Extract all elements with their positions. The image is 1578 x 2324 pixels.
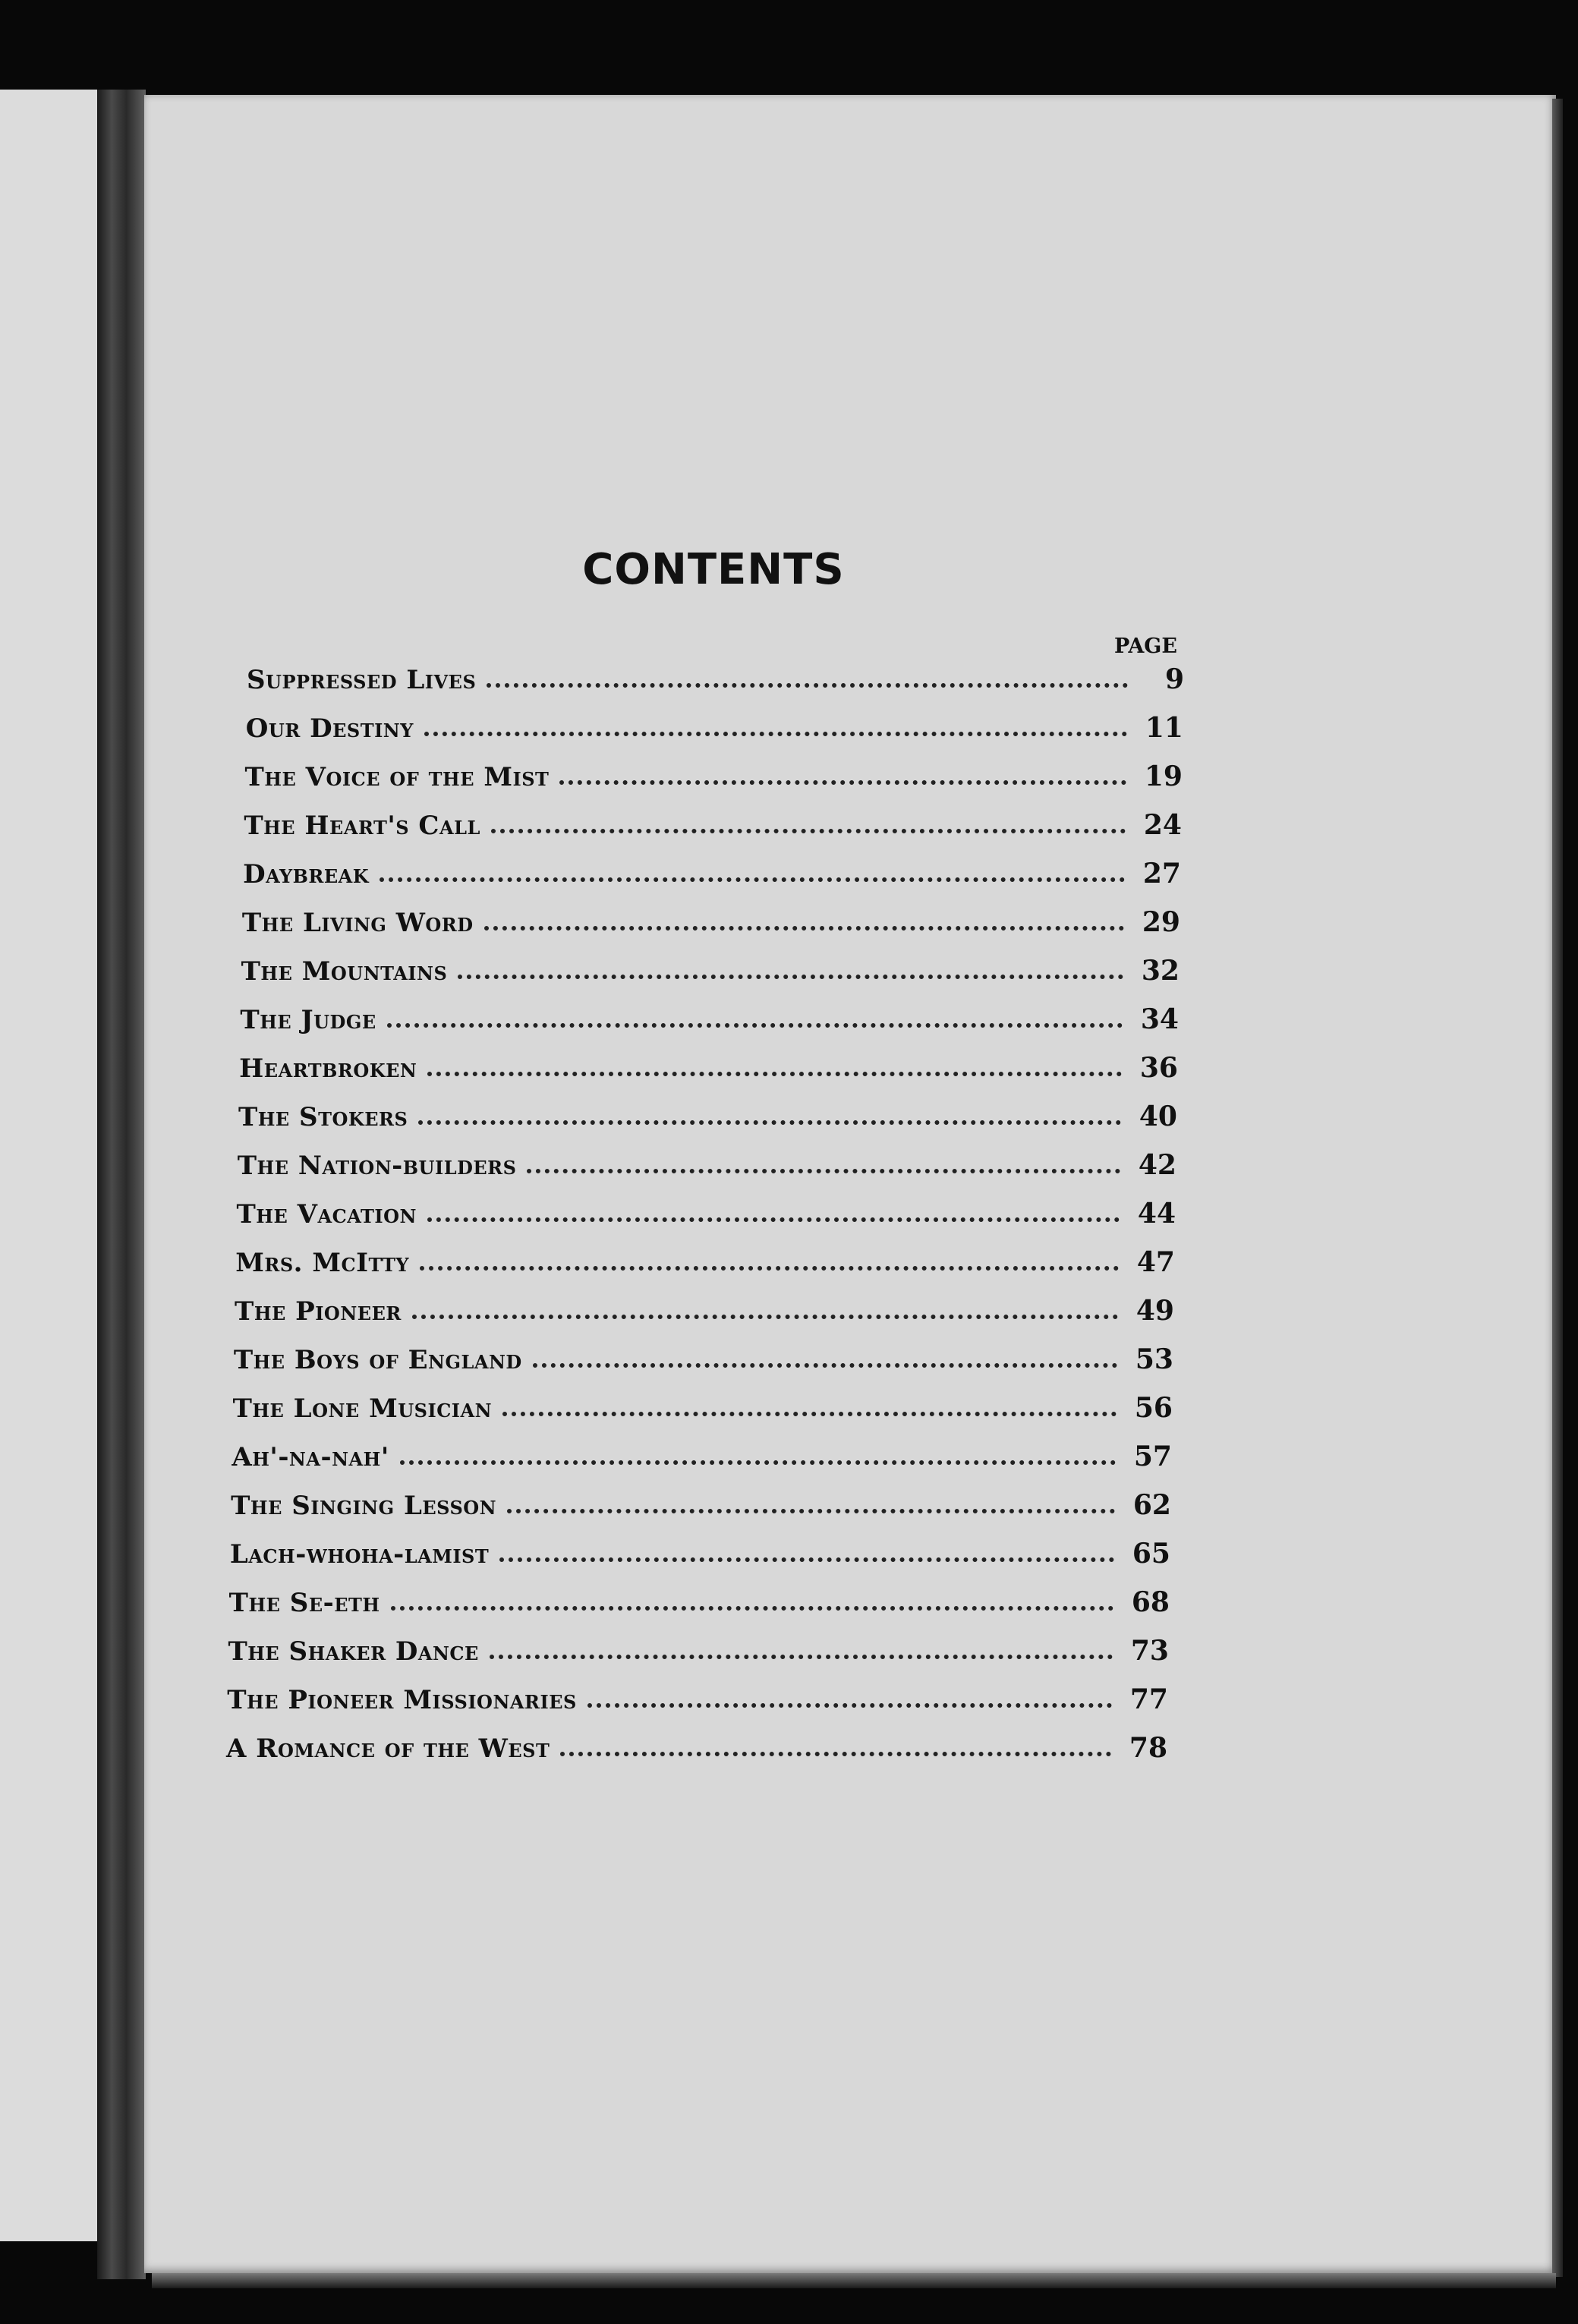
book-spine-shadow	[97, 90, 146, 2279]
toc-entry-page: 49	[1135, 1295, 1174, 1327]
facing-page-edge	[0, 90, 99, 2241]
toc-entry-title: The Se-eth	[228, 1588, 380, 1618]
toc-entry	[242, 897, 1180, 938]
toc-entry-page: 65	[1132, 1538, 1170, 1570]
toc-leader-dots	[412, 1315, 1118, 1319]
toc-entry	[247, 654, 1184, 695]
toc-entry-title: The Lone Musician	[232, 1393, 493, 1424]
toc-entry-page: 19	[1144, 760, 1183, 792]
toc-entry-page: 47	[1136, 1246, 1175, 1278]
toc-leader-dots	[400, 1460, 1116, 1465]
toc-entry	[234, 1334, 1173, 1375]
toc-entry-page: 56	[1134, 1392, 1173, 1424]
page-title: CONTENTS	[582, 545, 845, 594]
toc-entry-page: 77	[1129, 1683, 1168, 1715]
toc-entry-page: 40	[1139, 1101, 1177, 1132]
toc-entry	[230, 1529, 1170, 1570]
toc-entry-page: 73	[1130, 1635, 1169, 1667]
toc-leader-dots	[418, 1120, 1121, 1125]
toc-entry-page: 62	[1132, 1489, 1171, 1521]
toc-entry-page: 42	[1138, 1149, 1176, 1181]
toc-entry-page: 27	[1142, 858, 1181, 890]
toc-leader-dots	[559, 780, 1126, 785]
toc-entry-page: 11	[1145, 712, 1183, 744]
toc-leader-dots	[380, 877, 1125, 882]
toc-entry-title: The Judge	[240, 1005, 376, 1035]
toc-entry-title: Daybreak	[243, 859, 370, 890]
toc-entry-title: The Nation-builders	[237, 1151, 517, 1181]
toc-entry	[246, 703, 1183, 744]
toc-leader-dots	[387, 1023, 1123, 1028]
toc-entry	[241, 946, 1180, 987]
toc-leader-dots	[499, 1557, 1114, 1562]
toc-entry	[226, 1723, 1167, 1764]
toc-leader-dots	[420, 1266, 1119, 1271]
toc-entry-title: Suppressed Lives	[247, 665, 477, 695]
toc-entry-title: The Singing Lesson	[231, 1491, 497, 1521]
toc-entry-title: The Living Word	[241, 908, 474, 938]
toc-leader-dots	[458, 975, 1123, 979]
toc-entry-page: 9	[1164, 663, 1184, 695]
toc-entry	[231, 1480, 1171, 1521]
book-page	[144, 95, 1556, 2273]
toc-entry	[238, 1140, 1176, 1181]
toc-entry-title: The Pioneer Missionaries	[227, 1685, 577, 1715]
toc-entry-page: 34	[1140, 1003, 1179, 1035]
toc-leader-dots	[427, 1072, 1122, 1076]
toc-leader-dots	[487, 683, 1128, 688]
toc-entry	[235, 1286, 1174, 1327]
toc-entry	[245, 751, 1183, 792]
toc-entry	[232, 1431, 1172, 1472]
toc-entry-title: The Heart's Call	[244, 811, 480, 841]
toc-entry-title: A Romance of the West	[226, 1734, 550, 1764]
page-edge-bottom	[152, 2273, 1556, 2288]
toc-entry-title: The Boys of England	[233, 1345, 522, 1375]
toc-leader-dots	[491, 829, 1126, 833]
toc-entry-title: The Vacation	[236, 1199, 417, 1230]
toc-entry-page: 57	[1133, 1441, 1172, 1472]
toc-leader-dots	[502, 1412, 1117, 1416]
toc-leader-dots	[427, 1217, 1120, 1222]
toc-entry-title: Our Destiny	[245, 713, 414, 744]
toc-entry-title: The Shaker Dance	[228, 1636, 479, 1667]
toc-entry-page: 78	[1129, 1732, 1167, 1764]
page-column-header: PAGE	[1114, 635, 1177, 658]
toc-entry-page: 68	[1131, 1586, 1170, 1618]
toc-entry	[227, 1674, 1168, 1715]
toc-leader-dots	[533, 1363, 1117, 1368]
toc-entry	[244, 800, 1182, 841]
toc-entry	[233, 1383, 1173, 1424]
toc-entry	[240, 994, 1179, 1035]
toc-entry-page: 44	[1137, 1198, 1176, 1230]
toc-entry-title: The Mountains	[241, 956, 448, 987]
toc-leader-dots	[527, 1169, 1120, 1173]
toc-leader-dots	[391, 1606, 1113, 1611]
toc-entry	[243, 849, 1181, 890]
toc-leader-dots	[560, 1752, 1111, 1756]
toc-entry	[239, 1043, 1178, 1084]
toc-entry-page: 32	[1141, 955, 1180, 987]
toc-entry-title: Lach-whoha-lamist	[229, 1539, 490, 1570]
toc-entry-title: The Voice of the Mist	[244, 762, 550, 792]
toc-entry-title: Heartbroken	[239, 1053, 417, 1084]
toc-entry-title: Mrs. McItty	[235, 1248, 409, 1278]
toc-entry-page: 29	[1142, 906, 1180, 938]
toc-leader-dots	[424, 732, 1127, 736]
toc-entry	[238, 1091, 1177, 1132]
toc-entry	[228, 1626, 1169, 1667]
toc-leader-dots	[507, 1509, 1115, 1513]
toc-leader-dots	[490, 1655, 1113, 1659]
toc-entry-title: Ah'-na-nah'	[232, 1442, 389, 1472]
toc-entry-page: 24	[1143, 809, 1182, 841]
toc-entry-page: 53	[1135, 1343, 1173, 1375]
toc-entry-title: The Stokers	[238, 1102, 408, 1132]
page-edge-right	[1552, 99, 1563, 2277]
toc-entry-page: 36	[1139, 1052, 1178, 1084]
toc-leader-dots	[587, 1703, 1112, 1708]
toc-leader-dots	[484, 926, 1124, 931]
toc-entry-title: The Pioneer	[235, 1296, 402, 1327]
toc-entry	[235, 1237, 1175, 1278]
toc-entry	[229, 1577, 1170, 1618]
toc-entry	[237, 1189, 1176, 1230]
